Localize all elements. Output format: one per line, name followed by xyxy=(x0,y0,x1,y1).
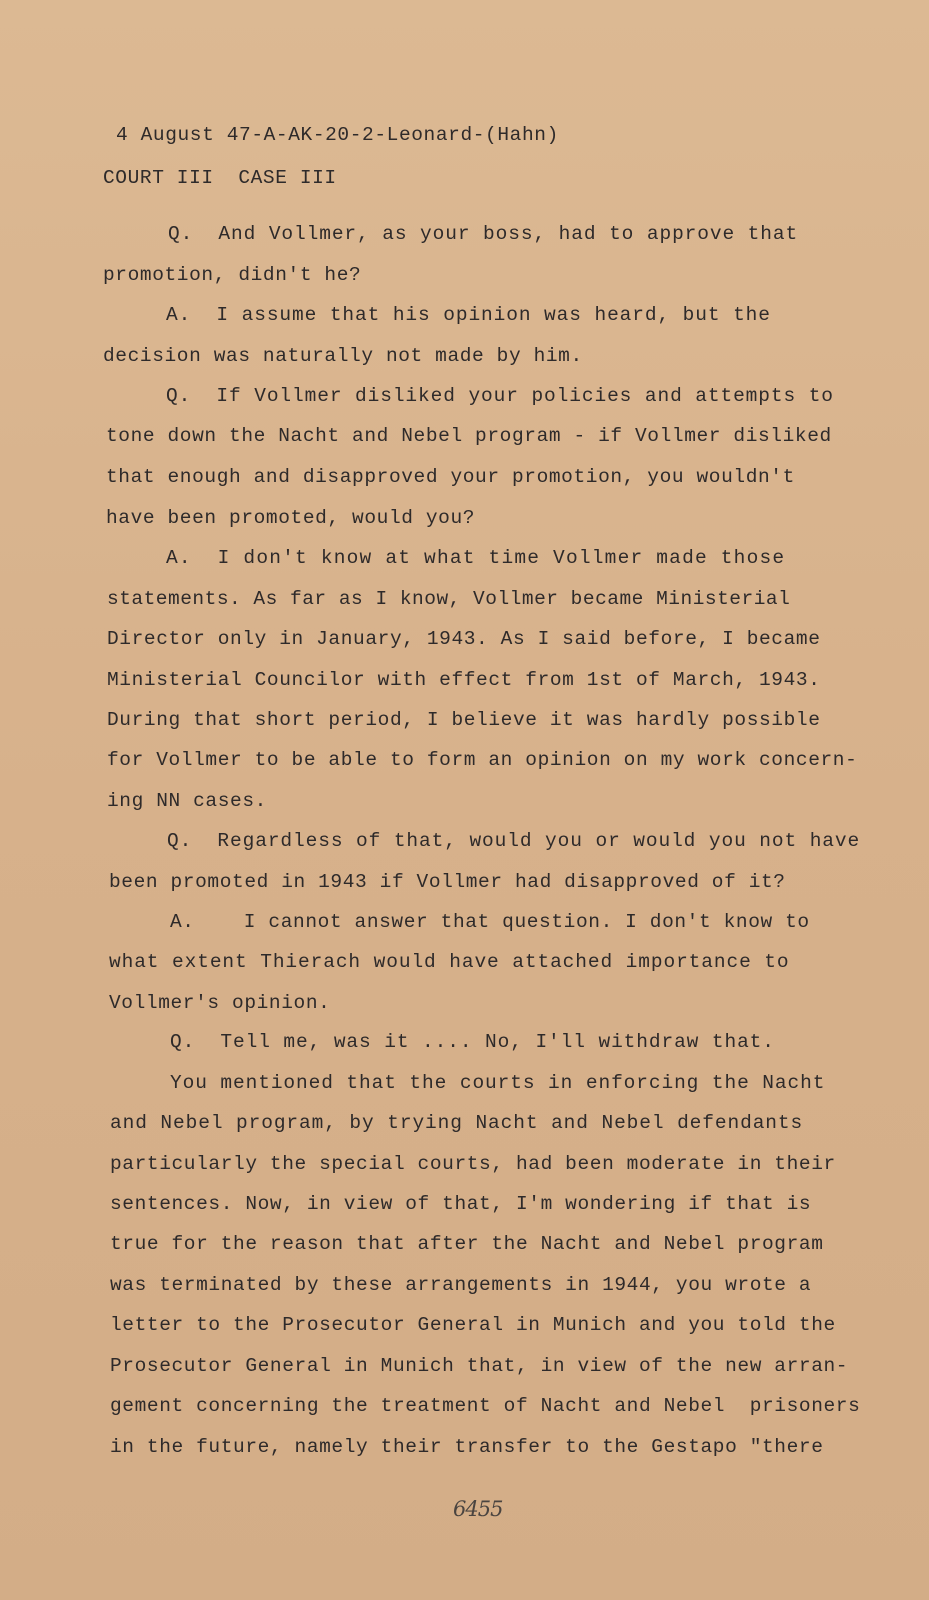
transcript-line: and Nebel program, by trying Nacht and Nebel defendants xyxy=(110,1112,804,1134)
transcript-line: Q. If Vollmer disliked your policies and attempts to xyxy=(166,385,834,407)
transcript-line: was terminated by these arrangements in 1944, you wrote a xyxy=(110,1274,812,1296)
transcript-line: Q. Tell me, was it .... No, I'll withdraw that. xyxy=(170,1031,775,1053)
transcript-line: for Vollmer to be able to form an opinion on my work concern- xyxy=(107,749,858,771)
transcript-line: in the future, namely their transfer to the Gestapo "there xyxy=(110,1436,824,1458)
transcript-line: ing NN cases. xyxy=(107,790,267,812)
transcript-line: You mentioned that the courts in enforcing the Nacht xyxy=(170,1072,826,1094)
transcript-line: letter to the Prosecutor General in Munich and you told the xyxy=(110,1314,836,1336)
transcript-line: A. I assume that his opinion was heard, but the xyxy=(166,304,771,326)
transcript-line: have been promoted, would you? xyxy=(106,507,476,529)
transcript-line: Q. And Vollmer, as your boss, had to approve that xyxy=(168,223,799,245)
transcript-line: statements. As far as I know, Vollmer became Ministerial xyxy=(107,588,791,610)
transcript-line: that enough and disapproved your promotion, you wouldn't xyxy=(106,466,795,488)
transcript-line: gement concerning the treatment of Nacht and Nebel prisoners xyxy=(110,1395,861,1417)
transcript-line: Q. Regardless of that, would you or would you not have xyxy=(167,830,861,852)
transcript-line: sentences. Now, in view of that, I'm wondering if that is xyxy=(110,1193,812,1215)
transcript-line: been promoted in 1943 if Vollmer had disapproved of it? xyxy=(109,871,786,893)
page-number: 6455 xyxy=(453,1497,503,1521)
transcript-line: A. I cannot answer that question. I don't know to xyxy=(170,911,810,933)
transcript-line: A. I don't know at what time Vollmer made those xyxy=(166,547,786,569)
transcript-line: decision was naturally not made by him. xyxy=(103,345,583,367)
transcript-line: particularly the special courts, had been moderate in their xyxy=(110,1153,836,1175)
transcript-line: Prosecutor General in Munich that, in view of the new arran- xyxy=(110,1355,849,1377)
court-case-heading: COURT III CASE III xyxy=(103,167,337,189)
transcript-line: During that short period, I believe it was hardly possible xyxy=(107,709,821,731)
transcript-line: tone down the Nacht and Nebel program - if Vollmer disliked xyxy=(106,425,832,447)
transcript-line: what extent Thierach would have attached importance to xyxy=(109,951,790,973)
transcript-line: Ministerial Councilor with effect from 1st of March, 1943. xyxy=(107,669,821,691)
transcript-line: promotion, didn't he? xyxy=(103,264,362,286)
transcript-line: Vollmer's opinion. xyxy=(109,992,331,1014)
transcript-line: true for the reason that after the Nacht and Nebel program xyxy=(110,1233,824,1255)
document-reference: 4 August 47-A-AK-20-2-Leonard-(Hahn) xyxy=(116,124,559,146)
transcript-line: Director only in January, 1943. As I said before, I became xyxy=(107,628,821,650)
